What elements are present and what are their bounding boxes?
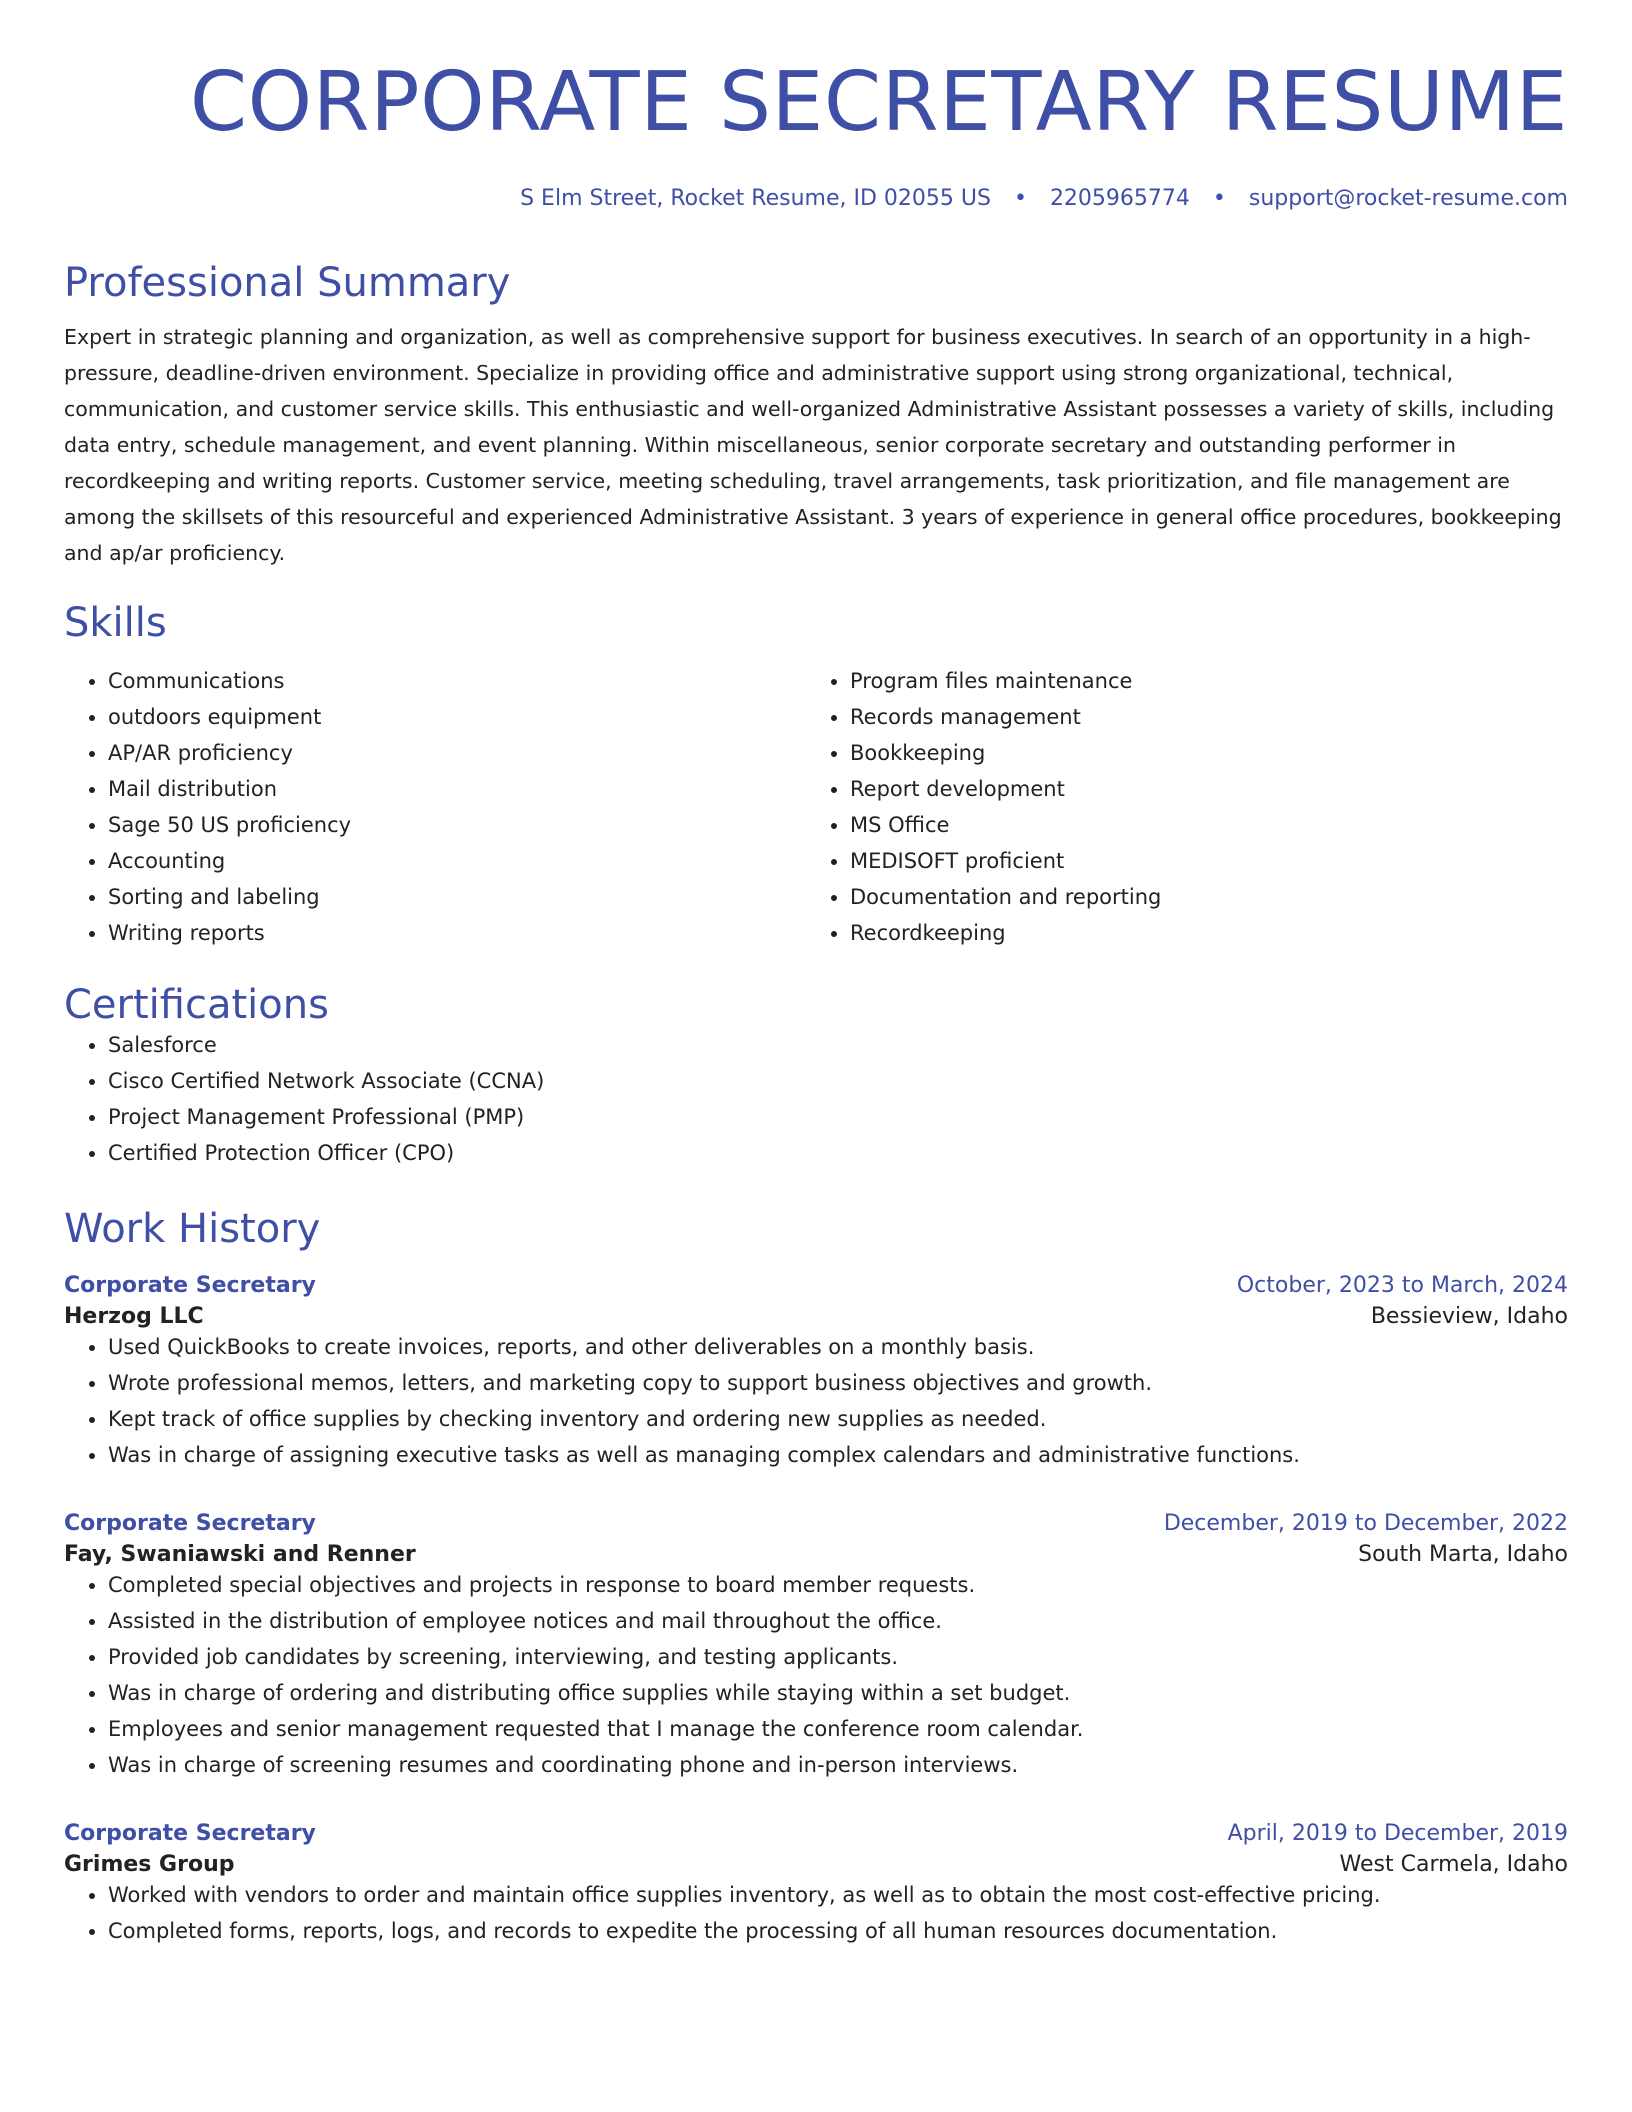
skill-item: • Accounting: [108, 843, 806, 879]
skills-heading: Skills: [64, 600, 167, 646]
summary-heading: Professional Summary: [64, 260, 511, 306]
job-bullets: [64, 1567, 1568, 1783]
job-bullet: • Provided job candidates by screening, interviewing, and testing applicants.: [108, 1639, 1568, 1675]
certification-item: • Project Management Professional (PMP): [108, 1099, 1568, 1135]
job-bullet: • Wrote professional memos, letters, and marketing copy to support business objectives and growth.: [108, 1365, 1568, 1401]
job-bullet: • Employees and senior management requested that I manage the conference room calendar.: [108, 1711, 1568, 1747]
job-dates: October, 2023 to March, 2024: [1236, 1273, 1568, 1298]
job-bullet: • Completed forms, reports, logs, and records to expedite the processing of all human resources documentation.: [108, 1913, 1568, 1949]
job-bullet: • Was in charge of ordering and distributing office supplies while staying within a set budget.: [108, 1675, 1568, 1711]
skill-item: • Records management: [850, 699, 1548, 735]
job-title: Corporate Secretary: [64, 1273, 316, 1298]
contact-email: support@rocket-resume.com: [1248, 186, 1568, 211]
job-title: Corporate Secretary: [64, 1821, 316, 1846]
skill-item: • Report development: [850, 771, 1548, 807]
job-bullet: • Worked with vendors to order and maintain office supplies inventory, as well as to obtain the most cost-effective pricing.: [108, 1877, 1568, 1913]
job-bullet: • Assisted in the distribution of employee notices and mail throughout the office.: [108, 1603, 1568, 1639]
job-header-row: [64, 1273, 1568, 1298]
job-location: South Marta, Idaho: [1358, 1542, 1568, 1567]
work-history-heading: Work History: [64, 1206, 321, 1252]
job-bullet: • Used QuickBooks to create invoices, reports, and other deliverables on a monthly basis.: [108, 1329, 1568, 1365]
job-bullet: • Was in charge of assigning executive tasks as well as managing complex calendars and administrative functions.: [108, 1437, 1568, 1473]
certification-item: • Salesforce: [108, 1027, 1568, 1063]
job-title: Corporate Secretary: [64, 1511, 316, 1536]
skill-item: • Sorting and labeling: [108, 879, 806, 915]
contact-separator: •: [1013, 186, 1027, 211]
certifications-heading: Certifications: [64, 982, 329, 1028]
job-bullets: [64, 1329, 1568, 1473]
skill-item: • Sage 50 US proficiency: [108, 807, 806, 843]
contact-line: [64, 186, 1568, 211]
skill-item: • Bookkeeping: [850, 735, 1548, 771]
job-header-row: [64, 1511, 1568, 1536]
skill-item: • Recordkeeping: [850, 915, 1548, 951]
certification-item: • Certified Protection Officer (CPO): [108, 1135, 1568, 1171]
skill-item: • Writing reports: [108, 915, 806, 951]
job-company-row: [64, 1852, 1568, 1877]
job-company: Grimes Group: [64, 1852, 235, 1877]
skill-item: • AP/AR proficiency: [108, 735, 806, 771]
job-bullet: • Completed special objectives and projects in response to board member requests.: [108, 1567, 1568, 1603]
job-company: Herzog LLC: [64, 1304, 204, 1329]
contact-address: S Elm Street, Rocket Resume, ID 02055 US: [520, 186, 991, 211]
skills-column-right: [806, 663, 1548, 951]
job-header-row: [64, 1821, 1568, 1846]
job-entry: [64, 1821, 1568, 1949]
job-location: Bessieview, Idaho: [1370, 1304, 1568, 1329]
job-entry: [64, 1511, 1568, 1783]
job-bullet: • Kept track of office supplies by checking inventory and ordering new supplies as needed.: [108, 1401, 1568, 1437]
skills-column-left: [64, 663, 806, 951]
skill-item: • MS Office: [850, 807, 1548, 843]
skill-item: • Program files maintenance: [850, 663, 1548, 699]
skill-item: • outdoors equipment: [108, 699, 806, 735]
job-bullet: • Was in charge of screening resumes and coordinating phone and in-person interviews.: [108, 1747, 1568, 1783]
skills-grid: [64, 663, 1568, 951]
skills-list-left: [64, 663, 806, 951]
certification-item: • Cisco Certified Network Associate (CCNA): [108, 1063, 1568, 1099]
skills-list-right: [806, 663, 1548, 951]
job-bullets: [64, 1877, 1568, 1949]
job-dates: April, 2019 to December, 2019: [1227, 1821, 1568, 1846]
job-location: West Carmela, Idaho: [1339, 1852, 1568, 1877]
job-dates: December, 2019 to December, 2022: [1163, 1511, 1568, 1536]
job-company-row: [64, 1304, 1568, 1329]
skill-item: • Mail distribution: [108, 771, 806, 807]
skill-item: • Documentation and reporting: [850, 879, 1548, 915]
skill-item: • MEDISOFT proficient: [850, 843, 1548, 879]
job-entry: [64, 1273, 1568, 1473]
certifications-list: [64, 1027, 1568, 1171]
skill-item: • Communications: [108, 663, 806, 699]
job-company: Fay, Swaniawski and Renner: [64, 1542, 416, 1567]
resume-title: CORPORATE SECRETARY RESUME: [189, 55, 1568, 150]
job-company-row: [64, 1542, 1568, 1567]
summary-text: Expert in strategic planning and organization, as well as comprehensive support for business executives. In search of an opportunity in a high-pressure, deadline-driven environment. Specialize in providing office and administrative support using strong organizational, technical, communication, and customer service skills. This enthusiastic and well-organized Administrative Assistant possesses a variety of skills, including data entry, schedule management, and event planning. Within miscellaneous, senior corporate secretary and outstanding performer in recordkeeping and writing reports. Customer service, meeting scheduling, travel arrangements, task prioritization, and file management are among the skillsets of this resourceful and experienced Administrative Assistant. 3 years of experience in general office procedures, bookkeeping and ap/ar proficiency.: [64, 325, 1562, 565]
contact-phone: 2205965774: [1049, 186, 1190, 211]
contact-separator: •: [1212, 186, 1226, 211]
